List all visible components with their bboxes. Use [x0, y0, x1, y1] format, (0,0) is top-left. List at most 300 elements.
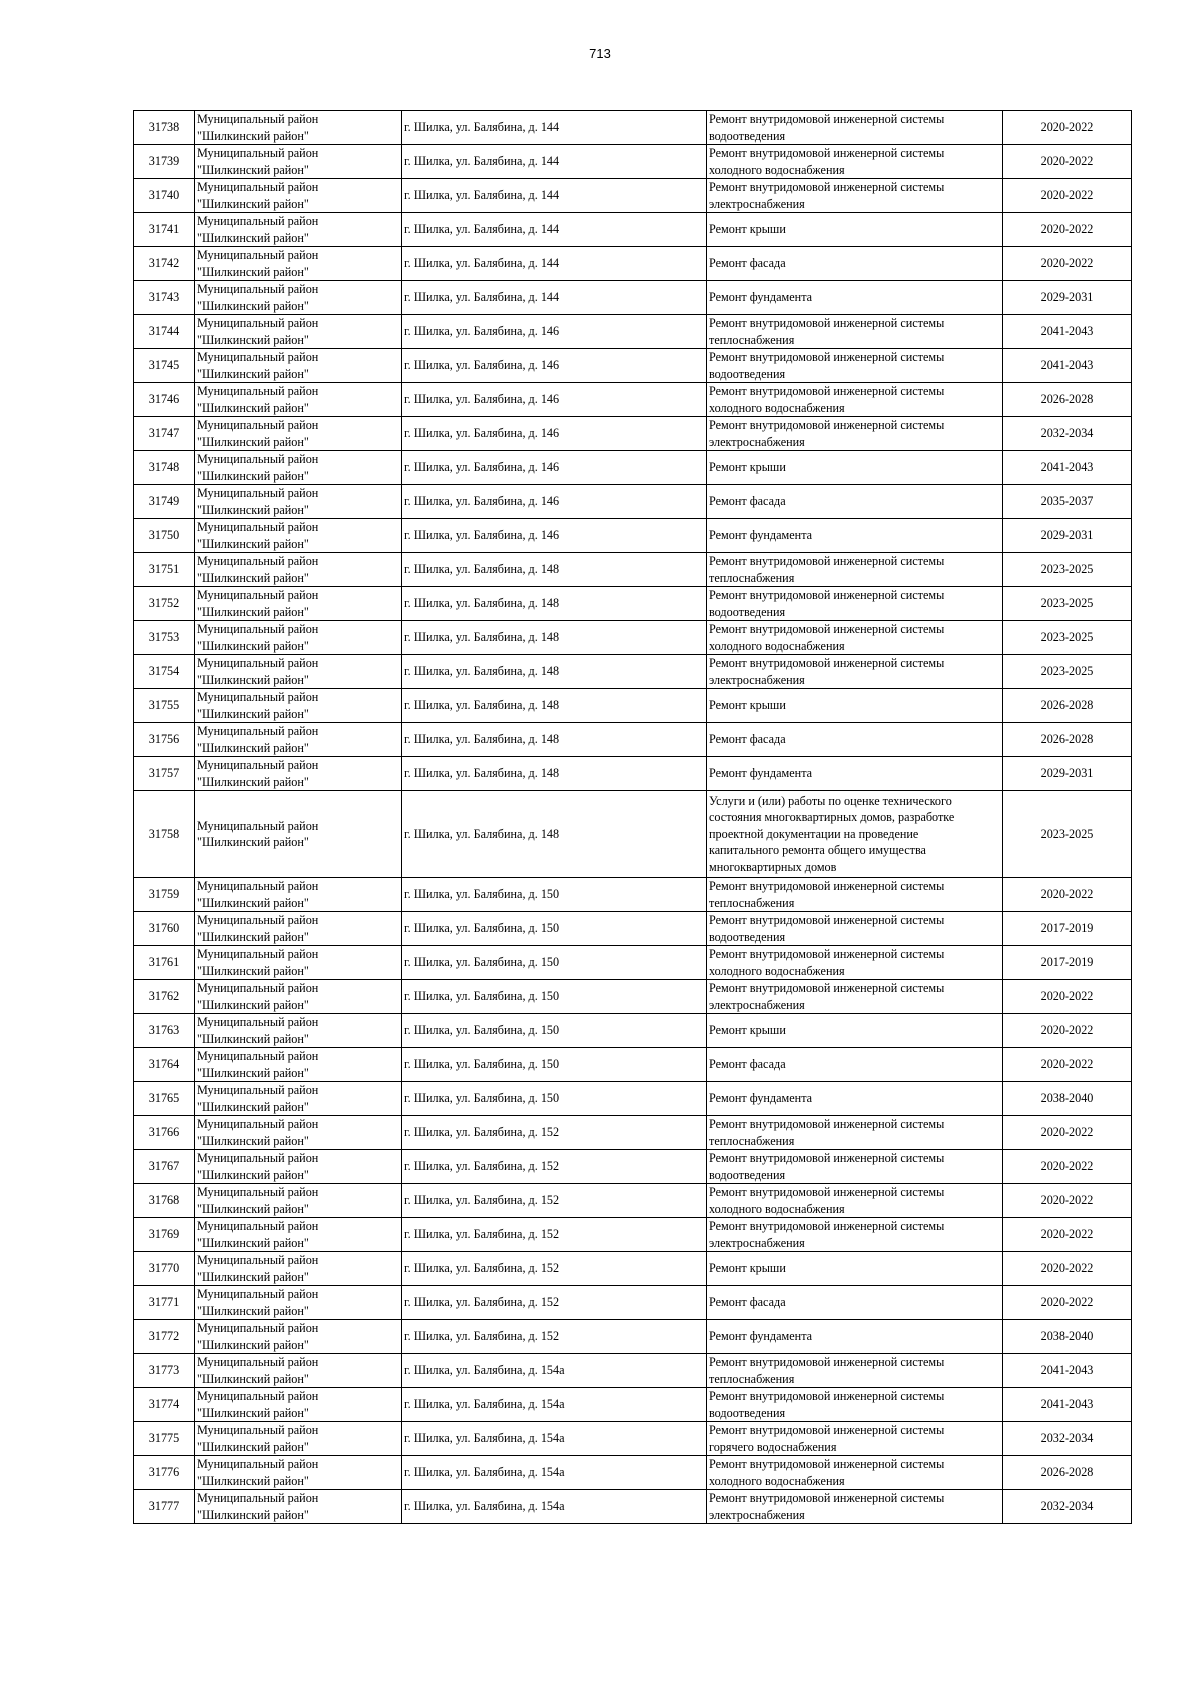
table-row	[134, 485, 1132, 519]
period-cell-text: 2020-2022	[1040, 1295, 1094, 1310]
row-number-cell	[134, 1082, 195, 1116]
row-number-cell-text: 31756	[148, 732, 180, 747]
period-cell	[1003, 587, 1132, 621]
period-cell-text: 2026-2028	[1040, 392, 1094, 407]
row-number-cell	[134, 791, 195, 878]
period-cell-text: 2041-2043	[1040, 460, 1094, 475]
work-type-cell-text: Ремонт внутридомовой инженерной системы водоотведения	[709, 112, 945, 143]
table-row	[134, 417, 1132, 451]
work-type-cell-text: Ремонт внутридомовой инженерной системы водоотведения	[709, 588, 945, 619]
municipality-cell	[195, 145, 402, 179]
row-number-cell	[134, 689, 195, 723]
address-cell	[402, 519, 707, 553]
address-cell-text: г. Шилка, ул. Балябина, д. 144	[404, 120, 560, 135]
row-number-cell-text: 31746	[148, 392, 180, 407]
address-cell	[402, 1048, 707, 1082]
address-cell	[402, 1354, 707, 1388]
period-cell	[1003, 1116, 1132, 1150]
table-row	[134, 1082, 1132, 1116]
municipality-cell-text: Муниципальный район "Шилкинский район"	[197, 146, 319, 177]
work-type-cell-text: Ремонт фундамента	[709, 1329, 813, 1344]
address-cell-text: г. Шилка, ул. Балябина, д. 144	[404, 222, 560, 237]
municipality-cell	[195, 1184, 402, 1218]
table-row	[134, 621, 1132, 655]
municipality-cell	[195, 1354, 402, 1388]
table-row	[134, 519, 1132, 553]
address-cell-text: г. Шилка, ул. Балябина, д. 150	[404, 1057, 560, 1072]
municipality-cell-text: Муниципальный район "Шилкинский район"	[197, 248, 319, 279]
work-type-cell-text: Ремонт крыши	[709, 1023, 786, 1038]
address-cell	[402, 791, 707, 878]
row-number-cell-text: 31761	[148, 955, 180, 970]
address-cell-text: г. Шилка, ул. Балябина, д. 154а	[404, 1499, 565, 1514]
period-cell	[1003, 451, 1132, 485]
address-cell-text: г. Шилка, ул. Балябина, д. 150	[404, 887, 560, 902]
period-cell-text: 2023-2025	[1040, 664, 1094, 679]
address-cell-text: г. Шилка, ул. Балябина, д. 152	[404, 1159, 560, 1174]
period-cell	[1003, 1082, 1132, 1116]
municipality-cell-text: Муниципальный район "Шилкинский район"	[197, 1185, 319, 1216]
address-cell	[402, 723, 707, 757]
period-cell-text: 2020-2022	[1040, 1193, 1094, 1208]
work-type-cell-text: Ремонт фундамента	[709, 1091, 813, 1106]
municipality-cell-text: Муниципальный район "Шилкинский район"	[197, 724, 319, 755]
municipality-cell-text: Муниципальный район "Шилкинский район"	[197, 180, 319, 211]
municipality-cell-text: Муниципальный район "Шилкинский район"	[197, 1389, 319, 1420]
address-cell-text: г. Шилка, ул. Балябина, д. 144	[404, 154, 560, 169]
municipality-cell-text: Муниципальный район "Шилкинский район"	[197, 913, 319, 944]
period-cell	[1003, 878, 1132, 912]
period-cell	[1003, 1286, 1132, 1320]
address-cell	[402, 1286, 707, 1320]
work-type-cell-text: Ремонт внутридомовой инженерной системы теплоснабжения	[709, 554, 945, 585]
municipality-cell-text: Муниципальный район "Шилкинский район"	[197, 879, 319, 910]
municipality-cell-text: Муниципальный район "Шилкинский район"	[197, 1083, 319, 1114]
work-type-cell	[707, 315, 1003, 349]
municipality-cell-text: Муниципальный район "Шилкинский район"	[197, 452, 319, 483]
period-cell-text: 2020-2022	[1040, 1125, 1094, 1140]
period-cell	[1003, 519, 1132, 553]
address-cell	[402, 946, 707, 980]
row-number-cell-text: 31758	[148, 826, 180, 841]
work-type-cell	[707, 980, 1003, 1014]
address-cell-text: г. Шилка, ул. Балябина, д. 146	[404, 392, 560, 407]
row-number-cell	[134, 1218, 195, 1252]
table-row	[134, 1150, 1132, 1184]
work-type-cell	[707, 1354, 1003, 1388]
work-type-cell-text: Ремонт внутридомовой инженерной системы электроснабжения	[709, 1491, 945, 1522]
municipality-cell	[195, 912, 402, 946]
period-cell	[1003, 1014, 1132, 1048]
row-number-cell-text: 31738	[148, 120, 180, 135]
row-number-cell	[134, 179, 195, 213]
municipality-cell	[195, 1116, 402, 1150]
address-cell-text: г. Шилка, ул. Балябина, д. 146	[404, 358, 560, 373]
period-cell-text: 2020-2022	[1040, 188, 1094, 203]
period-cell	[1003, 315, 1132, 349]
row-number-cell-text: 31747	[148, 426, 180, 441]
table-row	[134, 980, 1132, 1014]
address-cell	[402, 689, 707, 723]
period-cell-text: 2032-2034	[1040, 1431, 1094, 1446]
address-cell	[402, 655, 707, 689]
municipality-cell	[195, 1286, 402, 1320]
work-type-cell	[707, 1014, 1003, 1048]
municipality-cell	[195, 519, 402, 553]
period-cell	[1003, 689, 1132, 723]
work-type-cell-text: Ремонт фасада	[709, 1057, 786, 1072]
row-number-cell	[134, 315, 195, 349]
row-number-cell-text: 31775	[148, 1431, 180, 1446]
work-type-cell	[707, 485, 1003, 519]
work-type-cell-text: Ремонт внутридомовой инженерной системы водоотведения	[709, 1151, 945, 1182]
table-row	[134, 1490, 1132, 1524]
municipality-cell	[195, 111, 402, 145]
period-cell	[1003, 1150, 1132, 1184]
row-number-cell	[134, 1184, 195, 1218]
work-type-cell	[707, 519, 1003, 553]
row-number-cell-text: 31760	[148, 921, 180, 936]
municipality-cell	[195, 1082, 402, 1116]
municipality-cell-text: Муниципальный район "Шилкинский район"	[197, 520, 319, 551]
work-type-cell-text: Ремонт фасада	[709, 256, 786, 271]
address-cell	[402, 553, 707, 587]
municipality-cell-text: Муниципальный район "Шилкинский район"	[197, 1457, 319, 1488]
period-cell-text: 2029-2031	[1040, 528, 1094, 543]
work-type-cell	[707, 1252, 1003, 1286]
period-cell	[1003, 1184, 1132, 1218]
municipality-cell-text: Муниципальный район "Шилкинский район"	[197, 947, 319, 978]
row-number-cell-text: 31777	[148, 1499, 180, 1514]
period-cell	[1003, 1422, 1132, 1456]
period-cell-text: 2041-2043	[1040, 1363, 1094, 1378]
address-cell	[402, 451, 707, 485]
work-type-cell-text: Ремонт внутридомовой инженерной системы водоотведения	[709, 1389, 945, 1420]
municipality-cell	[195, 878, 402, 912]
work-type-cell-text: Ремонт фундамента	[709, 290, 813, 305]
row-number-cell	[134, 485, 195, 519]
row-number-cell-text: 31754	[148, 664, 180, 679]
table-row	[134, 1048, 1132, 1082]
address-cell-text: г. Шилка, ул. Балябина, д. 152	[404, 1125, 560, 1140]
municipality-cell	[195, 553, 402, 587]
table-row	[134, 111, 1132, 145]
row-number-cell-text: 31757	[148, 766, 180, 781]
row-number-cell	[134, 519, 195, 553]
address-cell-text: г. Шилка, ул. Балябина, д. 144	[404, 290, 560, 305]
period-cell-text: 2020-2022	[1040, 1159, 1094, 1174]
table-row	[134, 1218, 1132, 1252]
row-number-cell-text: 31776	[148, 1465, 180, 1480]
table-row	[134, 689, 1132, 723]
period-cell-text: 2026-2028	[1040, 1465, 1094, 1480]
table-row	[134, 145, 1132, 179]
table-row	[134, 383, 1132, 417]
table-row	[134, 912, 1132, 946]
period-cell	[1003, 281, 1132, 315]
work-type-cell-text: Ремонт крыши	[709, 460, 786, 475]
row-number-cell	[134, 1286, 195, 1320]
municipality-cell-text: Муниципальный район "Шилкинский район"	[197, 656, 319, 687]
work-type-cell	[707, 1422, 1003, 1456]
table-body	[134, 111, 1132, 1524]
address-cell-text: г. Шилка, ул. Балябина, д. 146	[404, 460, 560, 475]
municipality-cell	[195, 723, 402, 757]
work-type-cell	[707, 1388, 1003, 1422]
address-cell-text: г. Шилка, ул. Балябина, д. 148	[404, 826, 560, 841]
table-row	[134, 349, 1132, 383]
municipality-cell-text: Муниципальный район "Шилкинский район"	[197, 1219, 319, 1250]
municipality-cell	[195, 655, 402, 689]
address-cell	[402, 485, 707, 519]
row-number-cell	[134, 213, 195, 247]
address-cell	[402, 980, 707, 1014]
row-number-cell	[134, 946, 195, 980]
period-cell-text: 2029-2031	[1040, 290, 1094, 305]
address-cell	[402, 111, 707, 145]
address-cell-text: г. Шилка, ул. Балябина, д. 150	[404, 955, 560, 970]
period-cell-text: 2020-2022	[1040, 887, 1094, 902]
work-type-cell	[707, 1490, 1003, 1524]
municipality-cell	[195, 689, 402, 723]
municipality-cell-text: Муниципальный район "Шилкинский район"	[197, 622, 319, 653]
period-cell	[1003, 213, 1132, 247]
municipality-cell-text: Муниципальный район "Шилкинский район"	[197, 818, 319, 849]
municipality-cell-text: Муниципальный район "Шилкинский район"	[197, 690, 319, 721]
municipality-cell	[195, 946, 402, 980]
work-type-cell-text: Ремонт внутридомовой инженерной системы теплоснабжения	[709, 879, 945, 910]
row-number-cell	[134, 757, 195, 791]
municipality-cell-text: Муниципальный район "Шилкинский район"	[197, 316, 319, 347]
address-cell-text: г. Шилка, ул. Балябина, д. 152	[404, 1227, 560, 1242]
work-type-cell	[707, 553, 1003, 587]
work-type-cell-text: Ремонт внутридомовой инженерной системы теплоснабжения	[709, 316, 945, 347]
row-number-cell-text: 31753	[148, 630, 180, 645]
table-row	[134, 281, 1132, 315]
municipality-cell	[195, 1150, 402, 1184]
period-cell	[1003, 179, 1132, 213]
work-type-cell	[707, 281, 1003, 315]
municipality-cell	[195, 980, 402, 1014]
period-cell-text: 2038-2040	[1040, 1091, 1094, 1106]
work-type-cell	[707, 655, 1003, 689]
period-cell	[1003, 145, 1132, 179]
work-type-cell-text: Ремонт фасада	[709, 732, 786, 747]
work-type-cell	[707, 757, 1003, 791]
row-number-cell-text: 31764	[148, 1057, 180, 1072]
row-number-cell	[134, 145, 195, 179]
work-type-cell-text: Ремонт крыши	[709, 698, 786, 713]
work-type-cell	[707, 1320, 1003, 1354]
table-row	[134, 179, 1132, 213]
work-type-cell-text: Ремонт внутридомовой инженерной системы холодного водоснабжения	[709, 622, 945, 653]
row-number-cell-text: 31755	[148, 698, 180, 713]
municipality-cell-text: Муниципальный район "Шилкинский район"	[197, 350, 319, 381]
work-type-cell-text: Ремонт внутридомовой инженерной системы водоотведения	[709, 913, 945, 944]
table-row	[134, 1116, 1132, 1150]
period-cell-text: 2041-2043	[1040, 1397, 1094, 1412]
address-cell	[402, 315, 707, 349]
address-cell	[402, 1116, 707, 1150]
address-cell	[402, 1014, 707, 1048]
address-cell-text: г. Шилка, ул. Балябина, д. 148	[404, 698, 560, 713]
address-cell-text: г. Шилка, ул. Балябина, д. 146	[404, 528, 560, 543]
row-number-cell-text: 31744	[148, 324, 180, 339]
period-cell-text: 2038-2040	[1040, 1329, 1094, 1344]
table-row	[134, 1252, 1132, 1286]
work-type-cell	[707, 145, 1003, 179]
period-cell	[1003, 1490, 1132, 1524]
row-number-cell	[134, 621, 195, 655]
work-type-cell-text: Ремонт внутридомовой инженерной системы теплоснабжения	[709, 1355, 945, 1386]
municipality-cell-text: Муниципальный район "Шилкинский район"	[197, 384, 319, 415]
period-cell-text: 2041-2043	[1040, 324, 1094, 339]
row-number-cell	[134, 451, 195, 485]
municipality-cell-text: Муниципальный район "Шилкинский район"	[197, 1423, 319, 1454]
work-type-cell-text: Услуги и (или) работы по оценке технического состояния многоквартирных домов, разработке проектной документации на проведение капитального ремонта общего имущества многоквартирных домов	[709, 793, 955, 874]
municipality-cell-text: Муниципальный район "Шилкинский район"	[197, 588, 319, 619]
period-cell	[1003, 1320, 1132, 1354]
work-type-cell	[707, 349, 1003, 383]
period-cell	[1003, 1252, 1132, 1286]
work-type-cell	[707, 1218, 1003, 1252]
table-row	[134, 1320, 1132, 1354]
table-row	[134, 1456, 1132, 1490]
work-type-cell	[707, 451, 1003, 485]
work-type-cell	[707, 689, 1003, 723]
address-cell-text: г. Шилка, ул. Балябина, д. 152	[404, 1193, 560, 1208]
period-cell-text: 2020-2022	[1040, 1023, 1094, 1038]
row-number-cell	[134, 723, 195, 757]
period-cell-text: 2041-2043	[1040, 358, 1094, 373]
work-type-cell-text: Ремонт фасада	[709, 494, 786, 509]
municipality-cell	[195, 1048, 402, 1082]
period-cell-text: 2023-2025	[1040, 562, 1094, 577]
period-cell-text: 2023-2025	[1040, 630, 1094, 645]
work-type-cell-text: Ремонт внутридомовой инженерной системы холодного водоснабжения	[709, 1457, 945, 1488]
row-number-cell-text: 31765	[148, 1091, 180, 1106]
work-type-cell	[707, 417, 1003, 451]
work-type-cell	[707, 213, 1003, 247]
row-number-cell	[134, 417, 195, 451]
period-cell-text: 2032-2034	[1040, 1499, 1094, 1514]
work-type-cell-text: Ремонт внутридомовой инженерной системы холодного водоснабжения	[709, 146, 945, 177]
work-type-cell	[707, 383, 1003, 417]
row-number-cell-text: 31763	[148, 1023, 180, 1038]
table-row	[134, 723, 1132, 757]
municipality-cell-text: Муниципальный район "Шилкинский район"	[197, 1355, 319, 1386]
row-number-cell-text: 31745	[148, 358, 180, 373]
address-cell-text: г. Шилка, ул. Балябина, д. 146	[404, 426, 560, 441]
row-number-cell-text: 31768	[148, 1193, 180, 1208]
address-cell-text: г. Шилка, ул. Балябина, д. 154а	[404, 1465, 565, 1480]
work-type-cell-text: Ремонт внутридомовой инженерной системы горячего водоснабжения	[709, 1423, 945, 1454]
address-cell-text: г. Шилка, ул. Балябина, д. 150	[404, 921, 560, 936]
period-cell	[1003, 980, 1132, 1014]
period-cell-text: 2017-2019	[1040, 921, 1094, 936]
municipality-cell-text: Муниципальный район "Шилкинский район"	[197, 1117, 319, 1148]
municipality-cell	[195, 281, 402, 315]
municipality-cell-text: Муниципальный район "Шилкинский район"	[197, 1491, 319, 1522]
period-cell-text: 2026-2028	[1040, 732, 1094, 747]
period-cell	[1003, 247, 1132, 281]
address-cell	[402, 1490, 707, 1524]
municipality-cell	[195, 383, 402, 417]
address-cell	[402, 621, 707, 655]
period-cell-text: 2035-2037	[1040, 494, 1094, 509]
municipality-cell	[195, 349, 402, 383]
period-cell-text: 2023-2025	[1040, 826, 1094, 841]
row-number-cell-text: 31751	[148, 562, 180, 577]
row-number-cell	[134, 281, 195, 315]
period-cell-text: 2023-2025	[1040, 596, 1094, 611]
address-cell-text: г. Шилка, ул. Балябина, д. 152	[404, 1329, 560, 1344]
address-cell	[402, 417, 707, 451]
period-cell	[1003, 383, 1132, 417]
period-cell-text: 2017-2019	[1040, 955, 1094, 970]
period-cell	[1003, 417, 1132, 451]
row-number-cell-text: 31772	[148, 1329, 180, 1344]
period-cell	[1003, 723, 1132, 757]
work-type-cell-text: Ремонт внутридомовой инженерной системы электроснабжения	[709, 981, 945, 1012]
row-number-cell-text: 31748	[148, 460, 180, 475]
table-row	[134, 878, 1132, 912]
work-type-cell	[707, 1184, 1003, 1218]
table-row	[134, 791, 1132, 878]
municipality-cell-text: Муниципальный район "Шилкинский район"	[197, 214, 319, 245]
municipality-cell	[195, 791, 402, 878]
address-cell	[402, 1184, 707, 1218]
row-number-cell	[134, 553, 195, 587]
table-row	[134, 213, 1132, 247]
work-type-cell-text: Ремонт внутридомовой инженерной системы электроснабжения	[709, 656, 945, 687]
row-number-cell	[134, 1388, 195, 1422]
table-row	[134, 1388, 1132, 1422]
period-cell	[1003, 1456, 1132, 1490]
table-row	[134, 587, 1132, 621]
work-type-cell-text: Ремонт внутридомовой инженерной системы холодного водоснабжения	[709, 1185, 945, 1216]
address-cell-text: г. Шилка, ул. Балябина, д. 144	[404, 188, 560, 203]
address-cell	[402, 213, 707, 247]
row-number-cell-text: 31770	[148, 1261, 180, 1276]
period-cell-text: 2020-2022	[1040, 222, 1094, 237]
work-type-cell-text: Ремонт внутридомовой инженерной системы водоотведения	[709, 350, 945, 381]
period-cell-text: 2020-2022	[1040, 989, 1094, 1004]
address-cell	[402, 912, 707, 946]
period-cell-text: 2032-2034	[1040, 426, 1094, 441]
work-type-cell-text: Ремонт внутридомовой инженерной системы холодного водоснабжения	[709, 384, 945, 415]
table-row	[134, 757, 1132, 791]
period-cell	[1003, 1388, 1132, 1422]
address-cell	[402, 247, 707, 281]
municipality-cell-text: Муниципальный район "Шилкинский район"	[197, 418, 319, 449]
table-row	[134, 1354, 1132, 1388]
table-row	[134, 553, 1132, 587]
address-cell-text: г. Шилка, ул. Балябина, д. 154а	[404, 1397, 565, 1412]
row-number-cell	[134, 1252, 195, 1286]
work-type-cell-text: Ремонт крыши	[709, 1261, 786, 1276]
address-cell-text: г. Шилка, ул. Балябина, д. 148	[404, 596, 560, 611]
address-cell-text: г. Шилка, ул. Балябина, д. 148	[404, 664, 560, 679]
page-number: 713	[589, 46, 611, 61]
period-cell	[1003, 1354, 1132, 1388]
work-type-cell	[707, 946, 1003, 980]
row-number-cell	[134, 1456, 195, 1490]
address-cell	[402, 1388, 707, 1422]
row-number-cell-text: 31752	[148, 596, 180, 611]
work-type-cell	[707, 621, 1003, 655]
table-row	[134, 1422, 1132, 1456]
